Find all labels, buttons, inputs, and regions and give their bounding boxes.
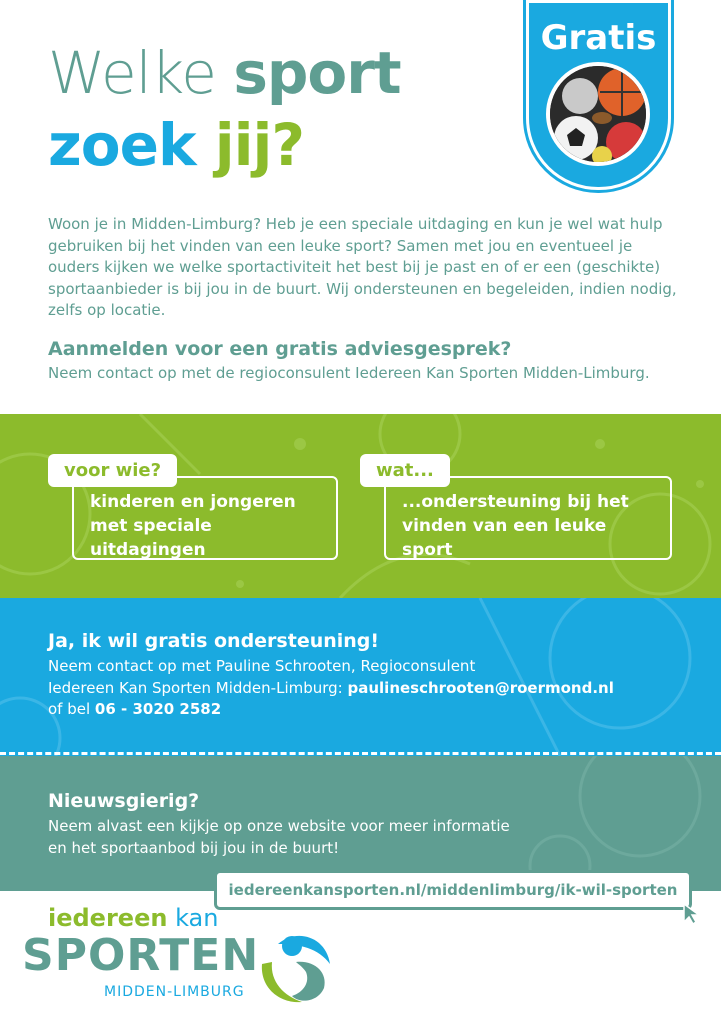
target-group-tab: voor wie?: [48, 454, 177, 487]
gratis-badge-label: Gratis: [540, 18, 657, 58]
curious-line1: Neem alvast een kijkje op onze website voor meer informatie: [48, 817, 510, 835]
logo-tagline: [48, 904, 218, 932]
contact-org: Iedereen Kan Sporten Midden-Limburg:: [48, 678, 348, 697]
website-link[interactable]: iedereenkansporten.nl/middenlimburg/ik-wil-sporten: [214, 870, 692, 910]
contact-line2: [48, 678, 688, 700]
offering-box: [384, 476, 672, 560]
cursor-arrow-icon: [682, 902, 704, 926]
title-word-welke: Welke: [48, 39, 216, 107]
contact-line3: [48, 699, 688, 721]
contact-text: [48, 656, 688, 721]
title-word-sport: sport: [233, 39, 401, 107]
logo-wordmark: SPORTEN: [22, 930, 260, 981]
contact-phone-prefix: of bel: [48, 700, 95, 719]
contact-line1: Neem contact op met Pauline Schrooten, Regioconsulent: [48, 657, 476, 675]
page-title-line1: [48, 40, 401, 106]
target-group-line1: kinderen en jongeren: [90, 492, 296, 512]
logo-word-iedereen: iedereen: [48, 904, 168, 932]
target-group-line2: met speciale uitdagingen: [90, 516, 212, 560]
contact-heading: Ja, ik wil gratis ondersteuning!: [48, 630, 380, 652]
intro-paragraph: Woon je in Midden-Limburg? Heb je een speciale uitdaging en kun je wel wat hulp gebruiken bij het vinden van een leuke sport? Samen met jou en eventueel je ouders kijken we welke sportactiviteit het best bij je past en of er een (geschikte) sportaanbieder is bij jou in de buurt. Wij ondersteunen en begeleiden, indien nodig, zelfs op locatie.: [48, 215, 677, 320]
offering-line2: vinden van een leuke sport: [402, 516, 607, 560]
page-title-line2: [48, 112, 304, 178]
dashed-divider: [0, 752, 721, 755]
title-word-jij: jij?: [214, 111, 305, 179]
curious-text: [48, 816, 568, 859]
curious-heading: Nieuwsgierig?: [48, 790, 200, 812]
contact-email-link[interactable]: paulineschrooten@roermond.nl: [347, 678, 614, 697]
signup-heading: Aanmelden voor een gratis adviesgesprek?: [48, 338, 512, 360]
target-info-band: [0, 414, 721, 598]
logo-word-kan: kan: [175, 904, 219, 932]
sports-balls-image: [546, 62, 650, 166]
target-group-box: [72, 476, 338, 560]
title-word-zoek: zoek: [48, 111, 196, 179]
signup-text: Neem contact op met de regioconsulent Iedereen Kan Sporten Midden-Limburg.: [48, 364, 650, 382]
curious-line2: en het sportaanbod bij jou in de buurt!: [48, 838, 340, 857]
logo-region: MIDDEN-LIMBURG: [104, 984, 245, 1000]
offering-line1: ...ondersteuning bij het: [402, 492, 629, 512]
offering-tab: wat...: [360, 454, 450, 487]
logo-figure-icon: [256, 926, 334, 1006]
contact-phone[interactable]: 06 - 3020 2582: [94, 700, 222, 719]
